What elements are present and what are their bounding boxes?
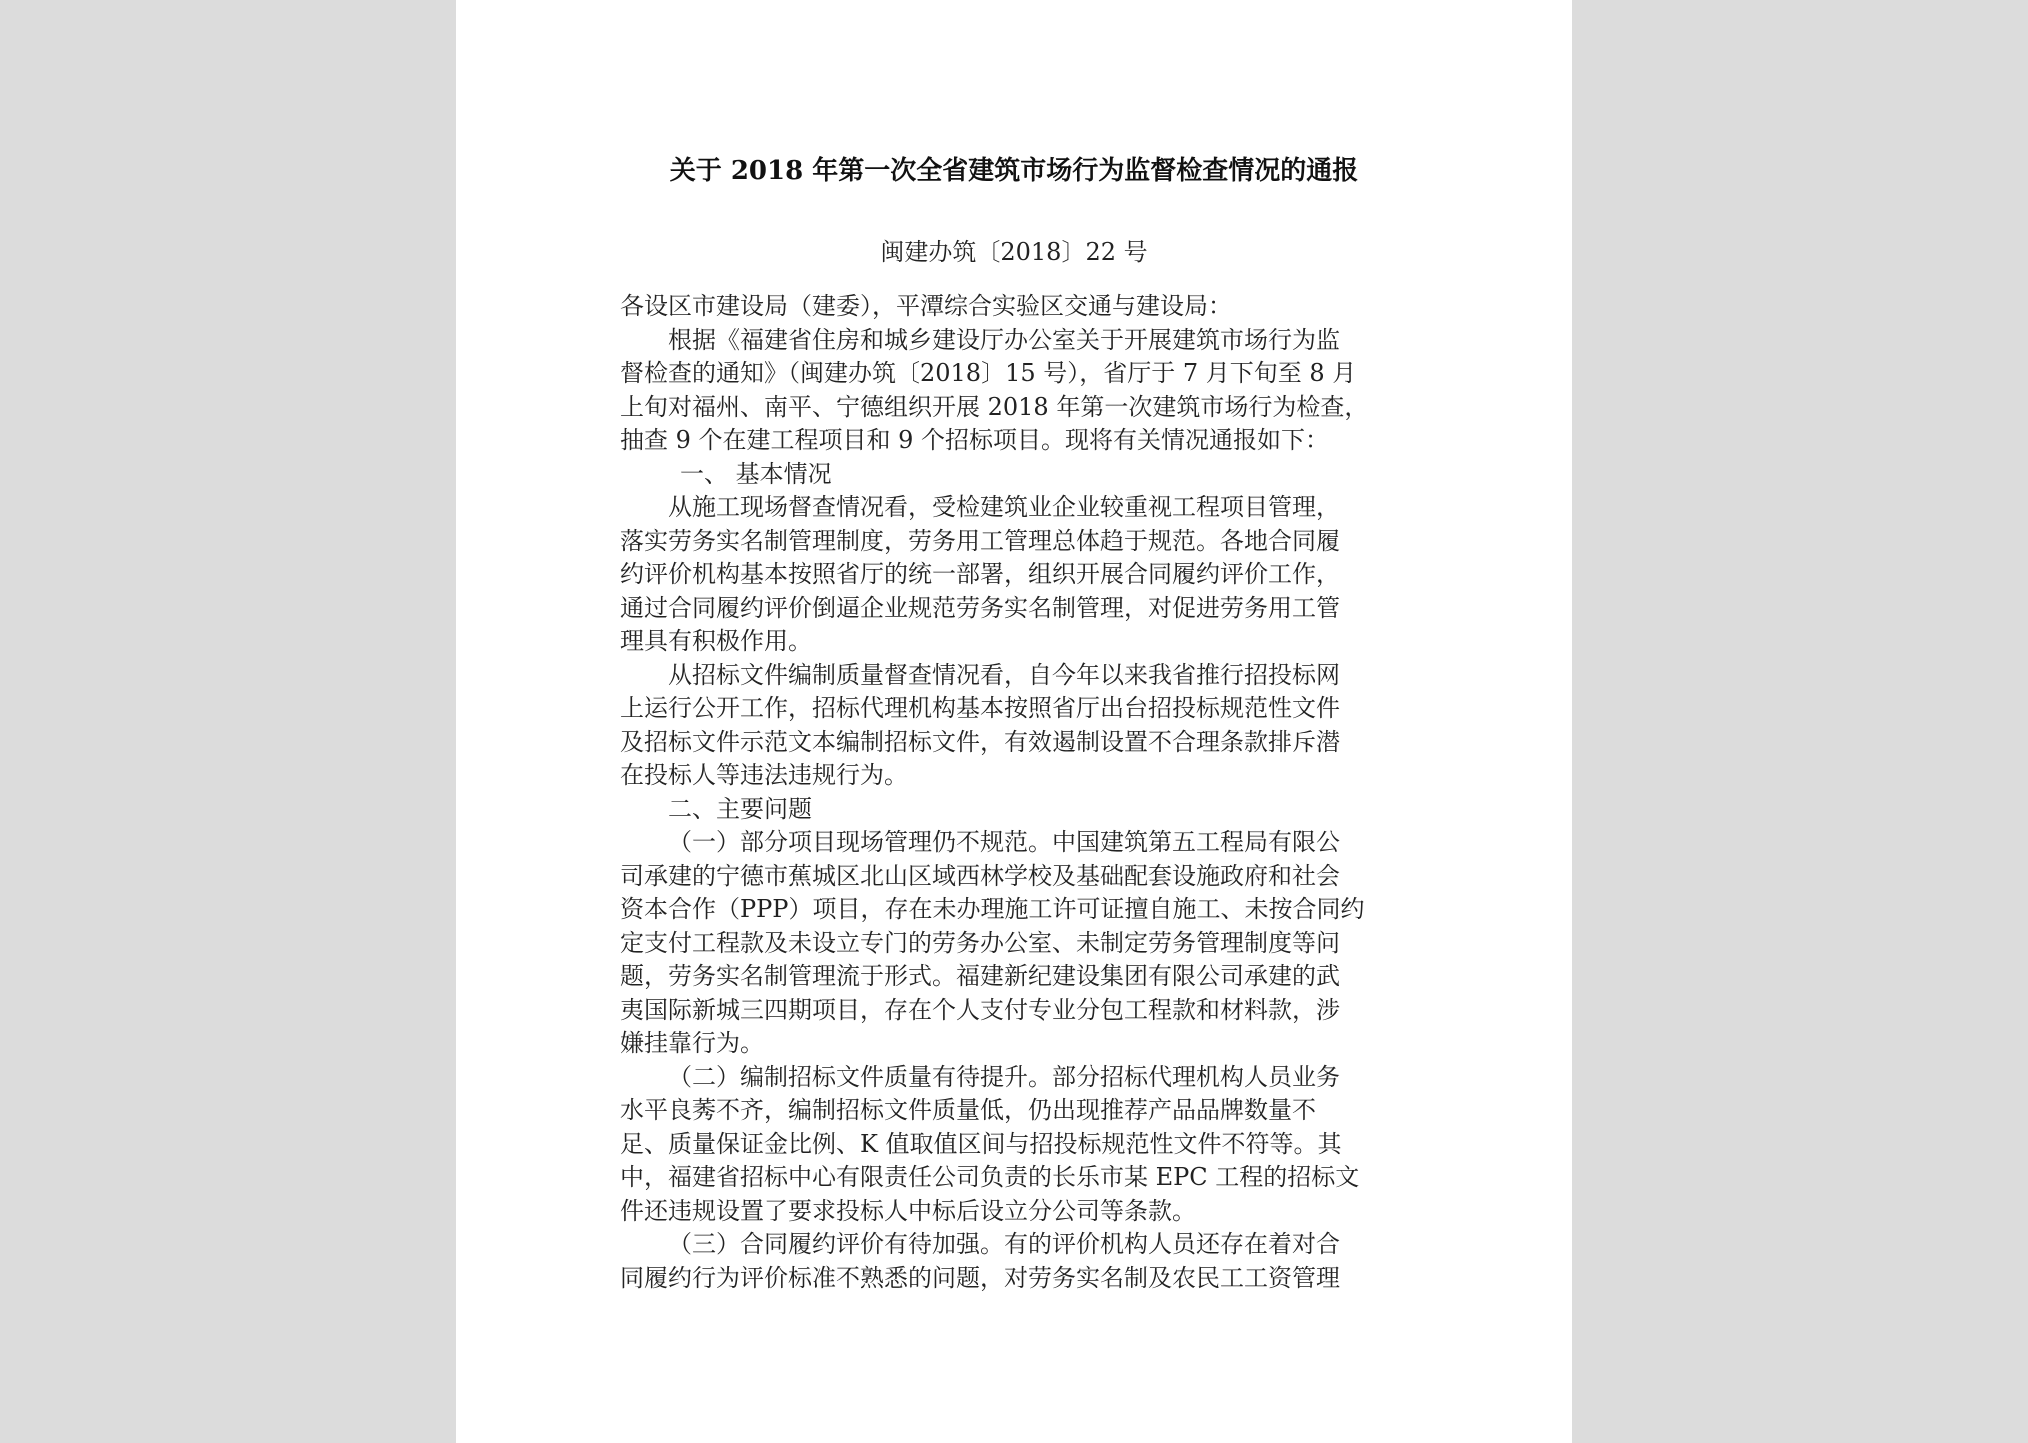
text-line: 从招标文件编制质量督查情况看，自今年以来我省推行招投标网 bbox=[668, 660, 1340, 689]
document-title: 关于 2018 年第一次全省建筑市场行为监督检查情况的通报 bbox=[669, 156, 1359, 186]
text-line: 件还违规设置了要求投标人中标后设立分公司等条款。 bbox=[620, 1196, 1196, 1225]
text-line: 定支付工程款及未设立专门的劳务办公室、未制定劳务管理制度等问 bbox=[620, 928, 1340, 957]
text-line: 通过合同履约评价倒逼企业规范劳务实名制管理，对促进劳务用工管 bbox=[620, 593, 1340, 622]
text-line: 司承建的宁德市蕉城区北山区域西林学校及基础配套设施政府和社会 bbox=[620, 861, 1340, 890]
text-line: 抽查 9 个在建工程项目和 9 个招标项目。现将有关情况通报如下： bbox=[620, 426, 1330, 454]
text-line: 在投标人等违法违规行为。 bbox=[620, 761, 908, 789]
document-body bbox=[620, 290, 1404, 1295]
text-line: 上旬对福州、南平、宁德组织开展 2018 年第一次建筑市场行为检查， bbox=[620, 392, 1369, 421]
text-line: 落实劳务实名制管理制度，劳务用工管理总体趋于规范。各地合同履 bbox=[620, 526, 1340, 555]
text-line: 足、质量保证金比例、K 值取值区间与招投标规范性文件不符等。其 bbox=[620, 1129, 1342, 1158]
text-line: 同履约行为评价标准不熟悉的问题，对劳务实名制及农民工工资管理 bbox=[620, 1263, 1340, 1292]
text-line: 督检查的通知》（闽建办筑〔2018〕15 号），省厅于 7 月下旬至 8 月 bbox=[620, 359, 1357, 387]
text-line: 水平良莠不齐，编制招标文件质量低，仍出现推荐产品品牌数量不 bbox=[620, 1096, 1316, 1124]
document-number: 闽建办筑〔2018〕22 号 bbox=[880, 238, 1148, 266]
text-line: 嫌挂靠行为。 bbox=[620, 1029, 764, 1057]
text-line: （一）部分项目现场管理仍不规范。中国建筑第五工程局有限公 bbox=[668, 828, 1340, 856]
text-line: 一、 基本情况 bbox=[680, 459, 832, 488]
text-line: （二）编制招标文件质量有待提升。部分招标代理机构人员业务 bbox=[668, 1062, 1340, 1091]
text-line: 二、主要问题 bbox=[668, 794, 812, 823]
text-line: 及招标文件示范文本编制招标文件，有效遏制设置不合理条款排斥潜 bbox=[620, 727, 1340, 756]
text-line: 各设区市建设局（建委），平潭综合实验区交通与建设局： bbox=[620, 292, 1232, 320]
text-line: 题，劳务实名制管理流于形式。福建新纪建设集团有限公司承建的武 bbox=[620, 962, 1340, 990]
text-line: 上运行公开工作，招标代理机构基本按照省厅出台招投标规范性文件 bbox=[620, 694, 1340, 722]
text-line: 从施工现场督查情况看，受检建筑业企业较重视工程项目管理， bbox=[668, 493, 1340, 521]
document-page bbox=[456, 0, 1572, 1443]
text-line: 夷国际新城三四期项目，存在个人支付专业分包工程款和材料款，涉 bbox=[620, 995, 1340, 1024]
text-line: 资本合作（PPP）项目，存在未办理施工许可证擅自施工、未按合同约 bbox=[620, 895, 1365, 923]
text-line: （三）合同履约评价有待加强。有的评价机构人员还存在着对合 bbox=[668, 1230, 1340, 1258]
text-line: 中，福建省招标中心有限责任公司负责的长乐市某 EPC 工程的招标文 bbox=[620, 1163, 1360, 1191]
text-line: 理具有积极作用。 bbox=[620, 627, 812, 655]
text-line: 根据《福建省住房和城乡建设厅办公室关于开展建筑市场行为监 bbox=[668, 325, 1340, 354]
text-line: 约评价机构基本按照省厅的统一部署，组织开展合同履约评价工作， bbox=[620, 560, 1340, 588]
